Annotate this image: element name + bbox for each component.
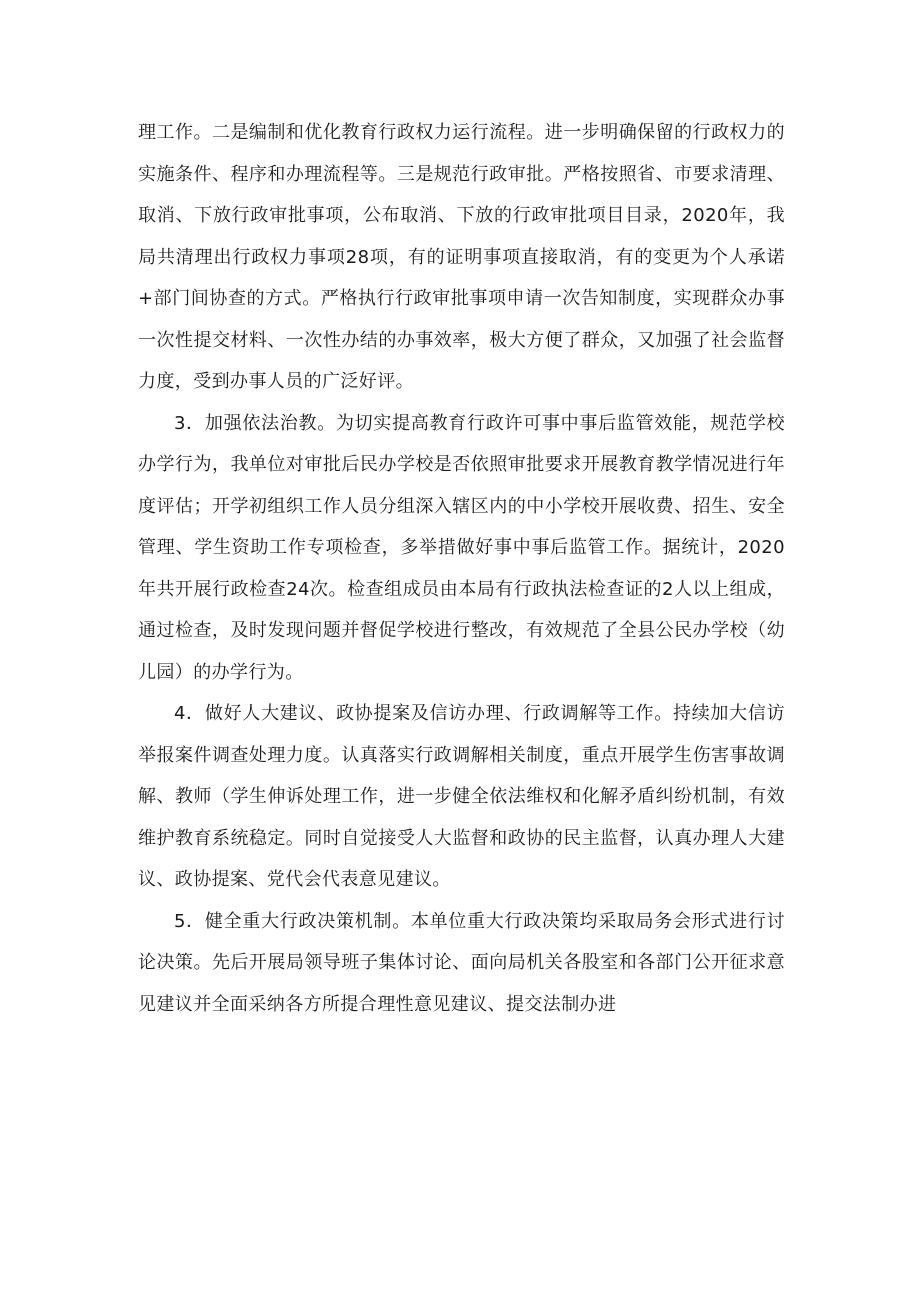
paragraph-item-3: 3．加强依法治教。为切实提高教育行政许可事中事后监管效能，规范学校办学行为，我单位对审批后民办学校是否依照审批要求开展教育教学情况进行年度评估；开学初组织工作人员分组深入辖区内的中小学校开展收费、招生、安全管理、学生资助工作专项检查，多举措做好事中事后监管工作。据统计，2020年共开展行政检查24次。检查组成员由本局有行政执法检查证的2人以上组成，通过检查，及时发现问题并督促学校进行整改，有效规范了全县公民办学校（幼儿园）的办学行为。: [138, 412, 785, 683]
paragraph-item-5: 5．健全重大行政决策机制。本单位重大行政决策均采取局务会形式进行讨论决策。先后开展局领导班子集体讨论、面向局机关各股室和各部门公开征求意见建议并全面采纳各方所提合理性意见建议、提交法制办进: [138, 910, 785, 1015]
document-body: [138, 112, 785, 1025]
paragraph-item-4: 4．做好人大建议、政协提案及信访办理、行政调解等工作。持续加大信访举报案件调查处理力度。认真落实行政调解相关制度，重点开展学生伤害事故调解、教师（学生伸诉处理工作，进一步健全依法维权和化解矛盾纠纷机制，有效维护教育系统稳定。同时自觉接受人大监督和政协的民主监督，认真办理人大建议、政协提案、党代会代表意见建议。: [138, 703, 785, 890]
paragraph-continuation: 理工作。二是编制和优化教育行政权力运行流程。进一步明确保留的行政权力的实施条件、程序和办理流程等。三是规范行政审批。严格按照省、市要求清理、取消、下放行政审批事项，公布取消、下放的行政审批项目目录，2020年，我局共清理出行政权力事项28项，有的证明事项直接取消，有的变更为个人承诺+部门间协查的方式。严格执行行政审批事项申请一次告知制度，实现群众办事一次性提交材料、一次性办结的办事效率，极大方便了群众，又加强了社会监督力度，受到办事人员的广泛好评。: [138, 122, 785, 392]
